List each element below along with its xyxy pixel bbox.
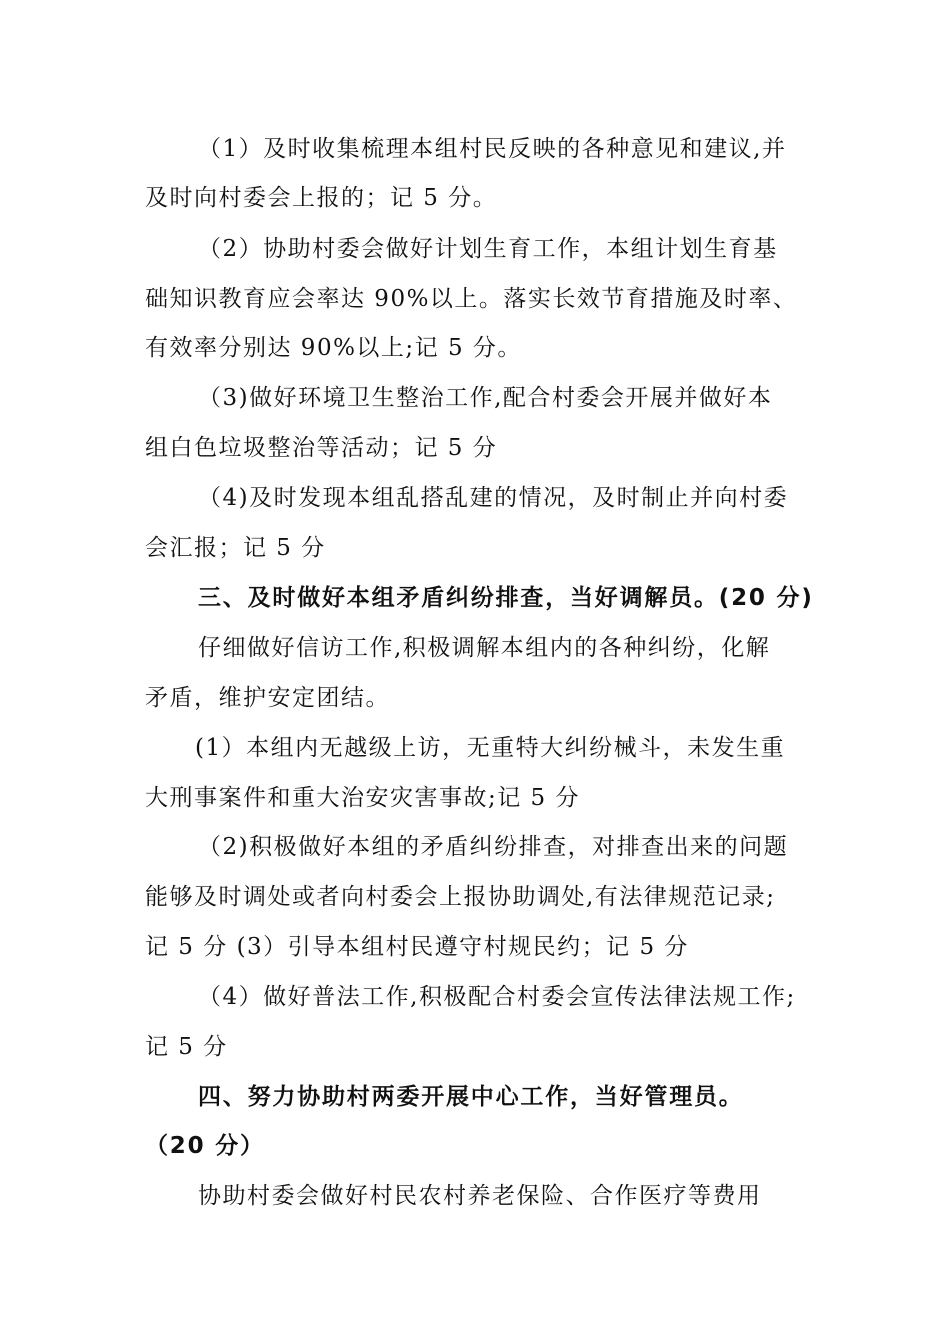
paragraph-line: （2)积极做好本组的矛盾纠纷排查，对排查出来的问题: [198, 834, 789, 860]
paragraph-line: 础知识教育应会率达 90%以上。落实长效节育措施及时率、: [145, 286, 798, 312]
paragraph-line: 记 5 分 (3）引导本组村民遵守村规民约；记 5 分: [145, 934, 689, 960]
paragraph-line: 仔细做好信访工作,积极调解本组内的各种纠纷，化解: [198, 635, 771, 661]
section-heading: 三、及时做好本组矛盾纠纷排查，当好调解员。(20 分): [198, 585, 814, 611]
paragraph-line: 协助村委会做好村民农村养老保险、合作医疗等费用: [198, 1183, 762, 1209]
paragraph-line: 大刑事案件和重大治安灾害事故;记 5 分: [145, 785, 581, 811]
paragraph-line: （1）及时收集梳理本组村民反映的各种意见和建议,并: [198, 136, 787, 162]
paragraph-line: (1）本组内无越级上访，无重特大纠纷械斗，未发生重: [195, 735, 786, 761]
paragraph-line: （2）协助村委会做好计划生育工作，本组计划生育基: [198, 236, 778, 262]
paragraph-line: 组白色垃圾整治等活动；记 5 分: [145, 435, 498, 461]
paragraph-line: （4)及时发现本组乱搭乱建的情况，及时制止并向村委: [198, 485, 789, 511]
paragraph-line: 及时向村委会上报的；记 5 分。: [145, 185, 498, 211]
paragraph-line: 记 5 分: [145, 1034, 228, 1060]
section-heading-score: （20 分）: [145, 1133, 265, 1159]
paragraph-line: 有效率分别达 90%以上;记 5 分。: [145, 335, 522, 361]
paragraph-line: 矛盾，维护安定团结。: [145, 685, 390, 711]
paragraph-line: 能够及时调处或者向村委会上报协助调处,有法律规范记录;: [145, 884, 776, 910]
section-heading: 四、努力协助村两委开展中心工作，当好管理员。: [198, 1084, 744, 1110]
paragraph-line: 会汇报；记 5 分: [145, 535, 326, 561]
paragraph-line: （3)做好环境卫生整治工作,配合村委会开展并做好本: [198, 385, 773, 411]
paragraph-line: （4）做好普法工作,积极配合村委会宣传法律法规工作;: [198, 984, 796, 1010]
